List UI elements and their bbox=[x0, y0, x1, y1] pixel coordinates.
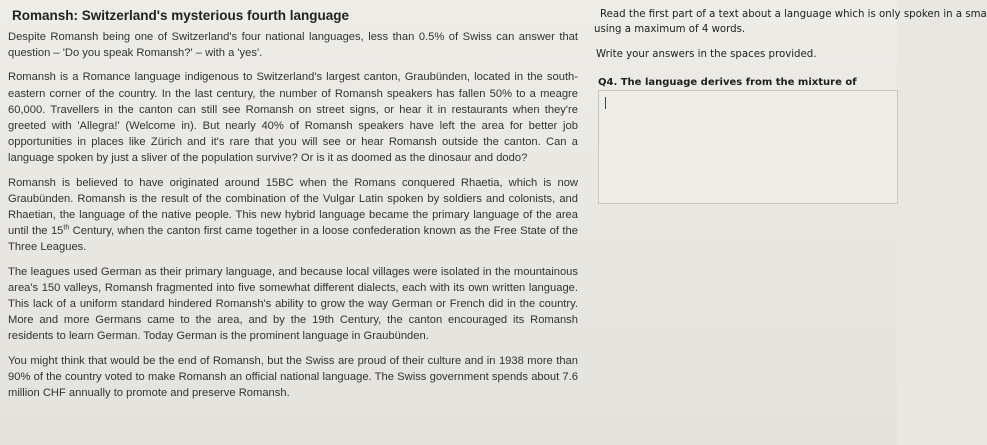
article-paragraph: You might think that would be the end of Romansh, but the Swiss are proud of their culture and in 1938 more than 90% of the country voted to make Romansh an official national language. The Swiss government spends about 7.6 million CHF annually to promote and preserve Romansh. bbox=[8, 354, 578, 400]
task-instruction: Read the first part of a text about a language which is only spoken in a sma bbox=[600, 9, 987, 20]
text-cursor bbox=[605, 97, 606, 109]
article-paragraph: Despite Romansh being one of Switzerland's four national languages, less than 0.5% of Swiss can answer that question – 'Do you speak Romansh?' – with a 'yes'. bbox=[8, 31, 578, 60]
paragraph-text: Romansh is believed to have originated around 15BC when the Romans conquered Rhaetia, which is now Graubünden. Romansh is the result of the combination of the Vulgar Latin spoken by soldiers and colonists, and Rhaetian, the language of the native people. This new hybrid language became the primary language of the area until the 15 bbox=[8, 176, 578, 238]
superscript-ordinal: th bbox=[63, 224, 70, 232]
article-paragraph: The leagues used German as their primary language, and because local villages were isolated in the mountainous area's 150 valleys, Romansh fragmented into five somewhat different dialects, each with its own written language. This lack of a uniform standard hindered Romansh's ability to grow the way German or French did in the country. More and more Germans came to the area, and by the 19th Century, the canton encouraged its Romansh residents to learn German. Today German is the prominent language in Graubünden. bbox=[8, 265, 578, 343]
write-prompt: Write your answers in the spaces provided. bbox=[596, 49, 817, 60]
word-limit: using a maximum of 4 words. bbox=[594, 24, 746, 35]
article-column bbox=[8, 8, 578, 409]
question-4: Q4. The language derives from the mixture of bbox=[598, 77, 857, 88]
article-title: Romansh: Switzerland's mysterious fourth language bbox=[12, 8, 350, 23]
paragraph-text: Century, when the canton first came together in a loose confederation known as the Free State of the Three Leagues. bbox=[8, 225, 578, 254]
article-paragraph bbox=[8, 175, 578, 256]
answer-input-q4[interactable] bbox=[598, 90, 898, 204]
article-paragraph: Romansh is a Romance language indigenous to Switzerland's largest canton, Graubünden, located in the south-eastern corner of the country. In the last century, the number of Romansh speakers has fallen 50% to a meagre 60,000. Travellers in the canton can still see Romansh on street signs, or hear it in restaurants when they're greeted with 'Allegra!' (Welcome in). But nearly 40% of Romansh speakers have left the area for better job opportunities in places like Zürich and it's rare that you will see or hear Romansh outside the canton. Can a language spoken by just a sliver of the population survive? Or is it as doomed as the dinosaur and dodo? bbox=[8, 71, 578, 165]
task-column bbox=[594, 8, 987, 204]
